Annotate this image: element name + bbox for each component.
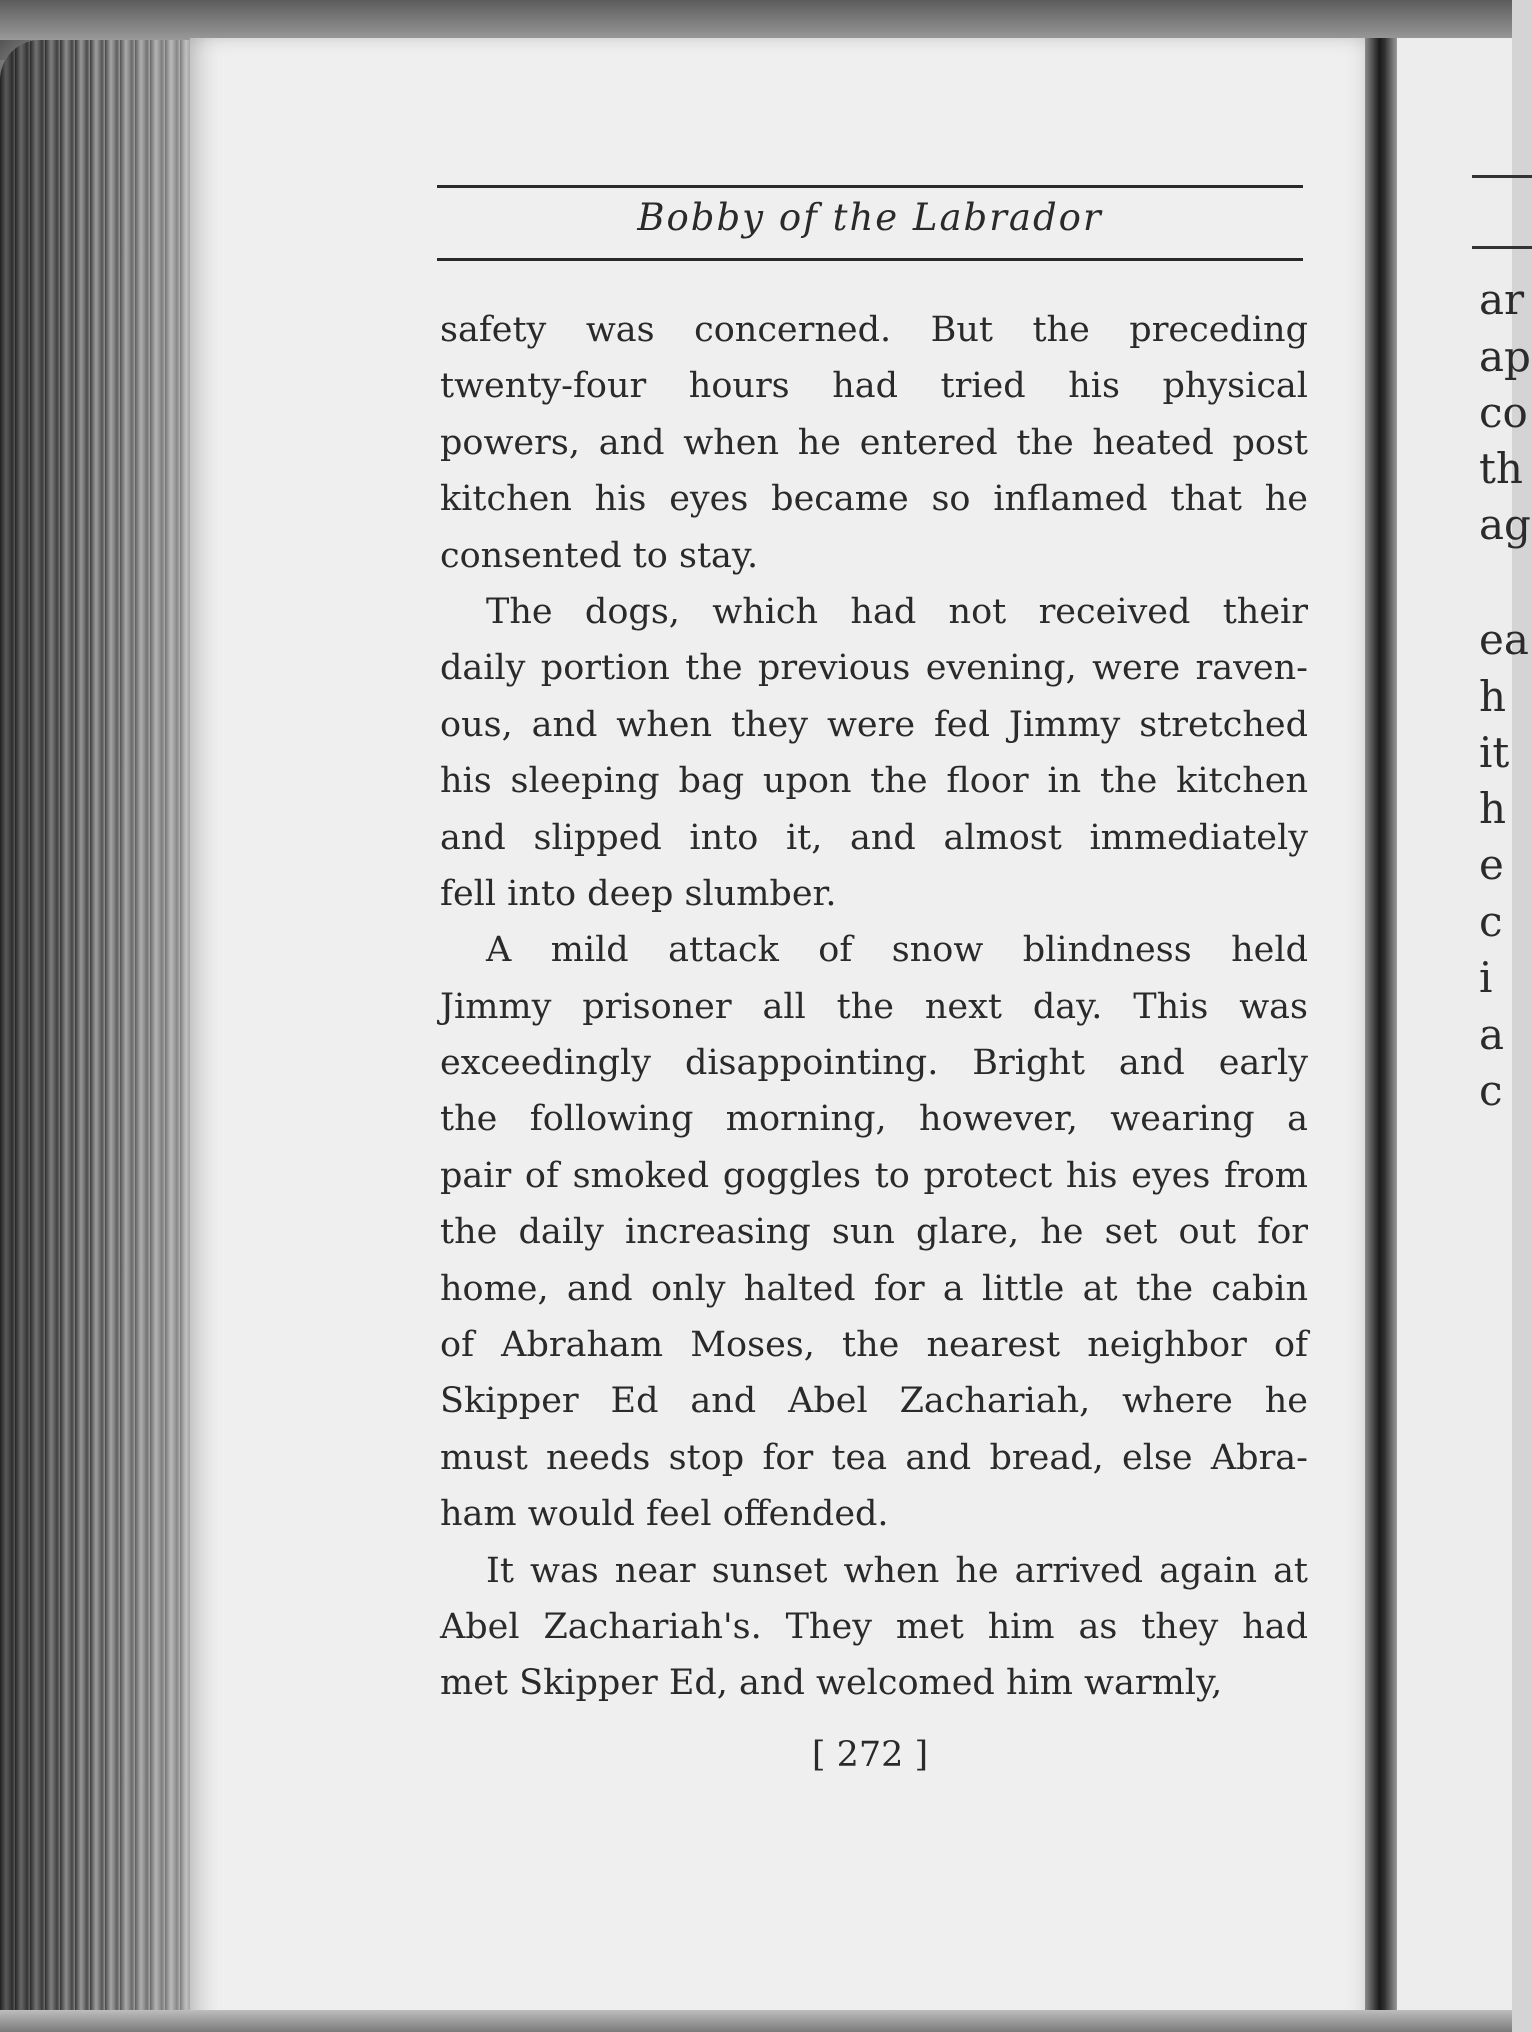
facing-page-fragment: c bbox=[1479, 897, 1503, 946]
text-line: kitchen his eyes became so inflamed that he bbox=[440, 479, 1308, 520]
text-line: A mild attack of snow blindness held bbox=[486, 930, 1308, 971]
facing-page-fragment: h bbox=[1479, 784, 1507, 833]
facing-page-fragment: ar bbox=[1479, 275, 1525, 324]
facing-page bbox=[1397, 38, 1531, 2032]
text-line: exceedingly disappointing. Bright and early bbox=[440, 1043, 1308, 1084]
text-line: It was near sunset when he arrived again at bbox=[486, 1550, 1308, 1591]
text-line: powers, and when he entered the heated post bbox=[440, 422, 1308, 463]
facing-page-fragment: th bbox=[1479, 444, 1523, 493]
facing-page-fragment: h bbox=[1479, 672, 1507, 721]
text-line: Skipper Ed and Abel Zachariah, where he bbox=[440, 1381, 1308, 1422]
facing-page-rule-bottom bbox=[1472, 246, 1532, 249]
paragraph bbox=[440, 1543, 1308, 1712]
text-line: Jimmy prisoner all the next day. This was bbox=[440, 986, 1308, 1027]
text-line: consented to stay. bbox=[440, 535, 759, 576]
header-rule-bottom bbox=[437, 258, 1303, 261]
facing-page-fragment: e bbox=[1479, 840, 1504, 889]
text-line: twenty-four hours had tried his physical bbox=[440, 366, 1308, 407]
text-line: Abel Zachariah's. They met him as they had bbox=[440, 1606, 1308, 1647]
facing-page-fragment: it bbox=[1479, 728, 1510, 777]
text-line: home, and only halted for a little at the cabin bbox=[440, 1268, 1308, 1309]
page-number: [ 272 ] bbox=[811, 1735, 929, 1775]
text-line: The dogs, which had not received their bbox=[486, 591, 1308, 632]
paragraph bbox=[440, 922, 1308, 1542]
text-line: and slipped into it, and almost immediately bbox=[440, 817, 1308, 858]
scan-background-bottom bbox=[0, 2010, 1512, 2032]
facing-page-fragment: ap bbox=[1479, 332, 1531, 381]
book-gutter bbox=[1365, 38, 1397, 2032]
text-line: ous, and when they were fed Jimmy stretched bbox=[440, 704, 1308, 745]
header-rule-top bbox=[437, 185, 1303, 188]
facing-page-rule-top bbox=[1472, 175, 1532, 178]
body-text bbox=[440, 302, 1308, 1712]
paragraph bbox=[440, 302, 1308, 584]
text-line: daily portion the previous evening, were raven- bbox=[440, 648, 1308, 689]
facing-page-fragment: co bbox=[1479, 388, 1528, 437]
text-line: his sleeping bag upon the floor in the kitchen bbox=[440, 761, 1308, 802]
text-line: must needs stop for tea and bread, else Abra- bbox=[440, 1437, 1308, 1478]
facing-page-fragment: c bbox=[1479, 1066, 1503, 1115]
facing-page-fragment: ea bbox=[1479, 615, 1529, 664]
text-line: the following morning, however, wearing a bbox=[440, 1099, 1308, 1140]
text-line: pair of smoked goggles to protect his eyes from bbox=[440, 1155, 1308, 1196]
running-head: Bobby of the Labrador bbox=[637, 196, 1103, 239]
facing-page-fragment: ag bbox=[1479, 500, 1531, 549]
facing-page-fragment: a bbox=[1479, 1010, 1505, 1059]
paragraph bbox=[440, 584, 1308, 922]
text-line: the daily increasing sun glare, he set out for bbox=[440, 1212, 1308, 1253]
text-line: ham would feel offended. bbox=[440, 1494, 889, 1535]
text-line: of Abraham Moses, the nearest neighbor of bbox=[440, 1325, 1308, 1366]
facing-page-fragment: i bbox=[1479, 953, 1493, 1002]
text-line: met Skipper Ed, and welcomed him warmly, bbox=[440, 1663, 1223, 1704]
book-page-edges bbox=[0, 40, 215, 2032]
text-line: safety was concerned. But the preceding bbox=[440, 310, 1308, 350]
text-line: fell into deep slumber. bbox=[440, 873, 837, 914]
